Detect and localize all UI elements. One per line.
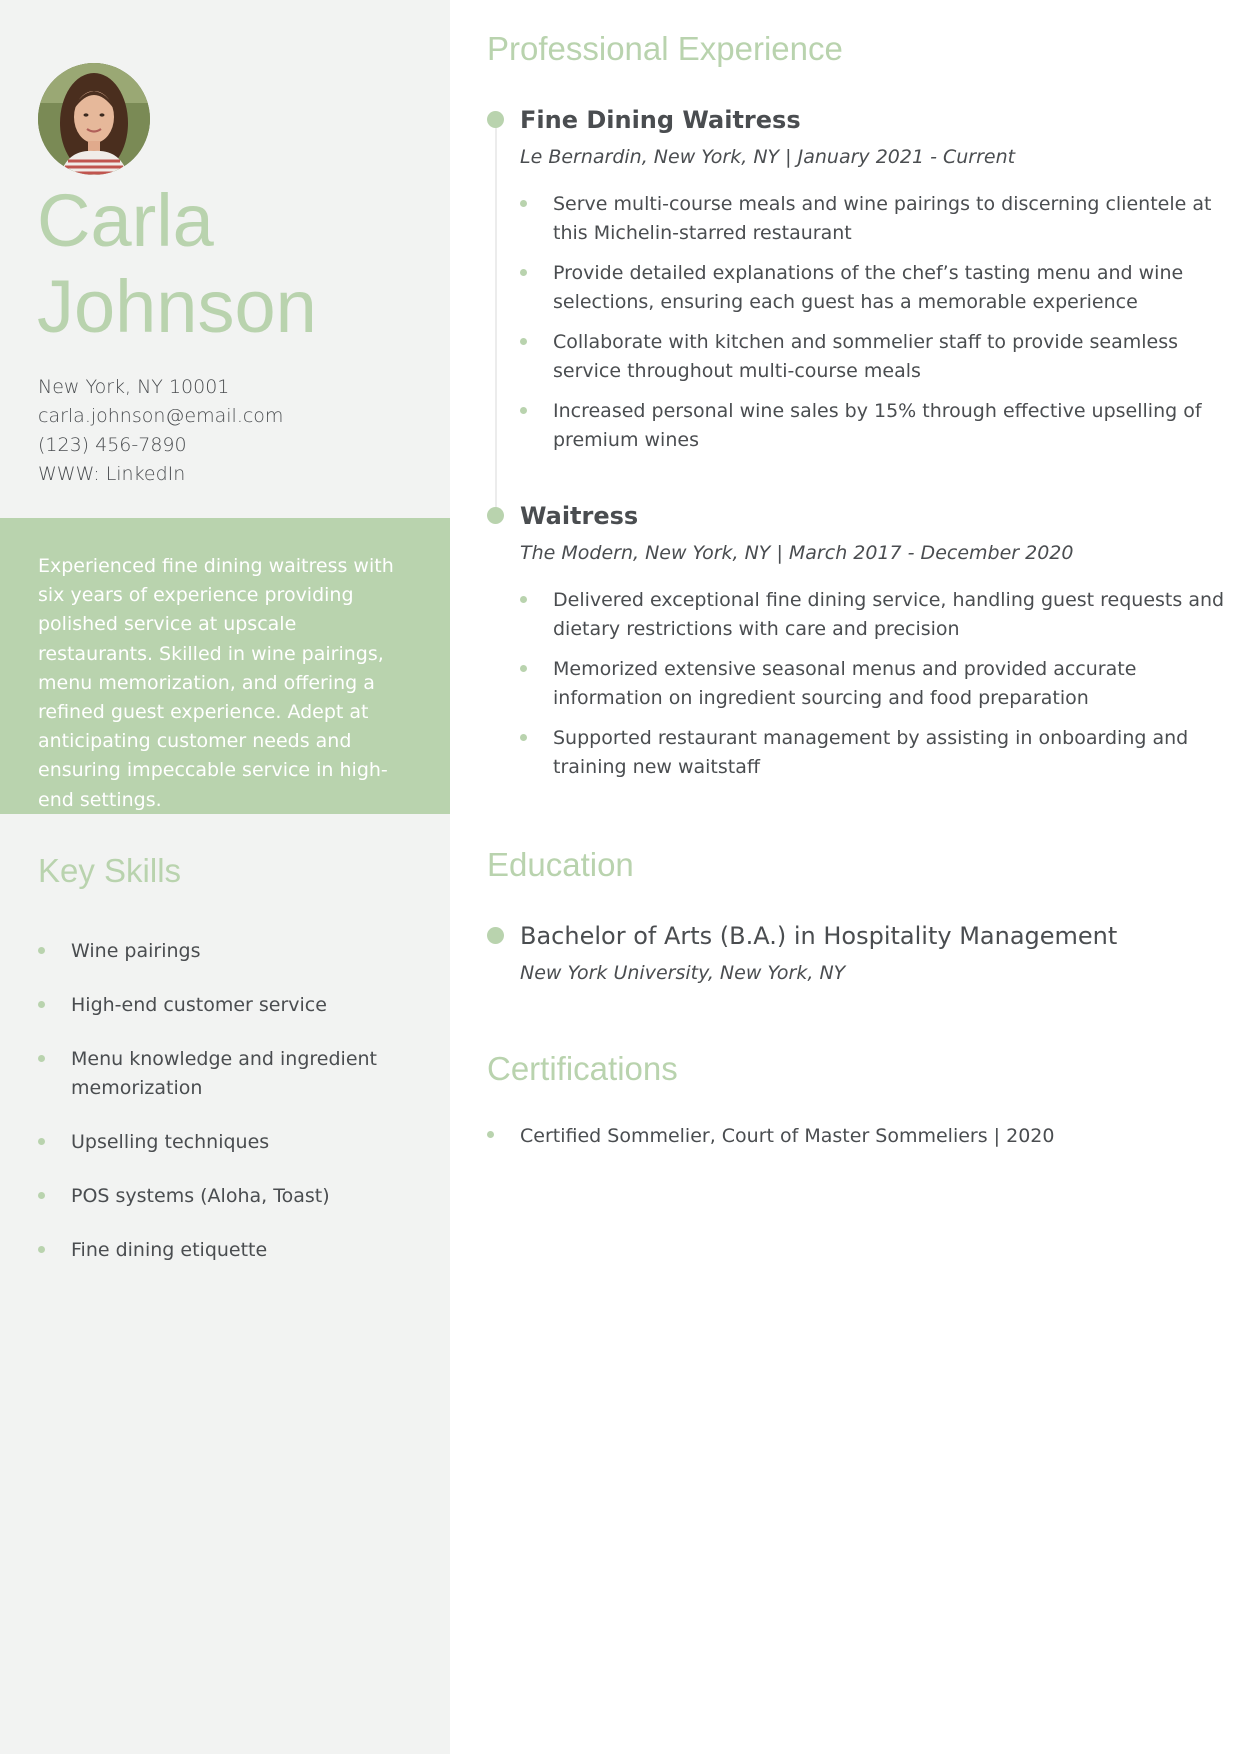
email-link[interactable]: carla.johnson@email.com xyxy=(38,405,284,427)
timeline-dot-icon xyxy=(487,507,504,524)
job-entry xyxy=(487,500,1227,793)
bullet-text: Provide detailed explanations of the chef’s tasting menu and wine selections, ensuring each guest has a memorable experience xyxy=(553,262,1184,313)
skill-item xyxy=(38,1236,428,1265)
certification-text: Certified Sommelier, Court of Master Sommeliers | 2020 xyxy=(520,1125,1055,1147)
bullet-icon xyxy=(38,947,45,954)
bullet-text: Serve multi-course meals and wine pairings to discerning clientele at this Michelin-starred restaurant xyxy=(553,193,1212,244)
skill-item xyxy=(38,1182,428,1211)
bullet-text: Supported restaurant management by assisting in onboarding and training new waitstaff xyxy=(553,727,1189,778)
education-entry xyxy=(487,920,1227,988)
website-link[interactable]: WWW: LinkedIn xyxy=(38,463,186,485)
bullet-icon xyxy=(520,596,527,603)
summary-text: Experienced fine dining waitress with six years of experience providing polished service at upscale restaurants. Skilled in wine pairings, menu memorization, and offering a refined guest experience. Adept at anticipating customer needs and ensuring impeccable service in high-end settings. xyxy=(38,555,394,811)
school-meta: New York University, New York, NY xyxy=(520,962,846,984)
job-bullet xyxy=(520,655,1227,713)
bullet-icon xyxy=(520,200,527,207)
bullet-icon xyxy=(520,665,527,672)
timeline-dot-icon xyxy=(487,927,504,944)
skill-label: High-end customer service xyxy=(71,994,327,1016)
last-name: Johnson xyxy=(37,265,317,348)
job-bullet xyxy=(520,724,1227,782)
skill-item xyxy=(38,1045,428,1103)
bullet-text: Delivered exceptional fine dining service, handling guest requests and dietary restrictions with care and precision xyxy=(553,589,1225,640)
skill-label: POS systems (Aloha, Toast) xyxy=(71,1185,330,1207)
job-bullet xyxy=(520,190,1227,248)
job-bullets xyxy=(520,586,1227,782)
skill-item xyxy=(38,1128,428,1157)
sidebar xyxy=(0,0,450,1754)
job-bullet xyxy=(520,328,1227,386)
avatar xyxy=(38,63,150,175)
bullet-icon xyxy=(520,407,527,414)
first-name: Carla xyxy=(37,179,214,262)
timeline-dot-icon xyxy=(487,111,504,128)
bullet-icon xyxy=(487,1131,494,1138)
bullet-text: Memorized extensive seasonal menus and provided accurate information on ingredient sourcing and food preparation xyxy=(553,658,1137,709)
main-content xyxy=(450,0,1239,1754)
bullet-text: Increased personal wine sales by 15% through effective upselling of premium wines xyxy=(553,400,1202,451)
bullet-icon xyxy=(38,1246,45,1253)
job-bullet xyxy=(520,259,1227,317)
skill-item xyxy=(38,991,428,1020)
bullet-icon xyxy=(38,1192,45,1199)
job-bullets xyxy=(520,190,1227,455)
location-text: New York, NY 10001 xyxy=(38,376,230,398)
job-entry xyxy=(487,104,1227,466)
job-meta: The Modern, New York, NY | March 2017 - December 2020 xyxy=(520,542,1074,564)
degree-title: Bachelor of Arts (B.A.) in Hospitality Management xyxy=(520,922,1118,950)
bullet-text: Collaborate with kitchen and sommelier staff to provide seamless service throughout multi-course meals xyxy=(553,331,1178,382)
job-meta: Le Bernardin, New York, NY | January 2021 - Current xyxy=(520,146,1016,168)
bullet-icon xyxy=(520,269,527,276)
skill-label: Wine pairings xyxy=(71,940,201,962)
skill-label: Upselling techniques xyxy=(71,1131,270,1153)
profile-photo xyxy=(38,63,150,175)
job-title: Waitress xyxy=(520,502,639,530)
skill-label: Fine dining etiquette xyxy=(71,1239,268,1261)
education-heading: Education xyxy=(487,846,634,883)
skills-list xyxy=(38,937,428,1290)
bullet-icon xyxy=(38,1001,45,1008)
summary-box xyxy=(0,518,450,814)
contact-info xyxy=(38,373,283,489)
job-bullet xyxy=(520,397,1227,455)
certifications-heading: Certifications xyxy=(487,1050,678,1087)
bullet-icon xyxy=(520,338,527,345)
experience-heading: Professional Experience xyxy=(487,30,843,67)
job-bullet xyxy=(520,586,1227,644)
skill-item xyxy=(38,937,428,966)
skill-label: Menu knowledge and ingredient memorization xyxy=(71,1048,378,1099)
candidate-name xyxy=(37,178,317,350)
bullet-icon xyxy=(520,734,527,741)
bullet-icon xyxy=(38,1138,45,1145)
skills-heading: Key Skills xyxy=(38,852,182,889)
phone-text: (123) 456-7890 xyxy=(38,434,187,456)
certification-item xyxy=(487,1122,1054,1151)
bullet-icon xyxy=(38,1055,45,1062)
job-title: Fine Dining Waitress xyxy=(520,106,801,134)
